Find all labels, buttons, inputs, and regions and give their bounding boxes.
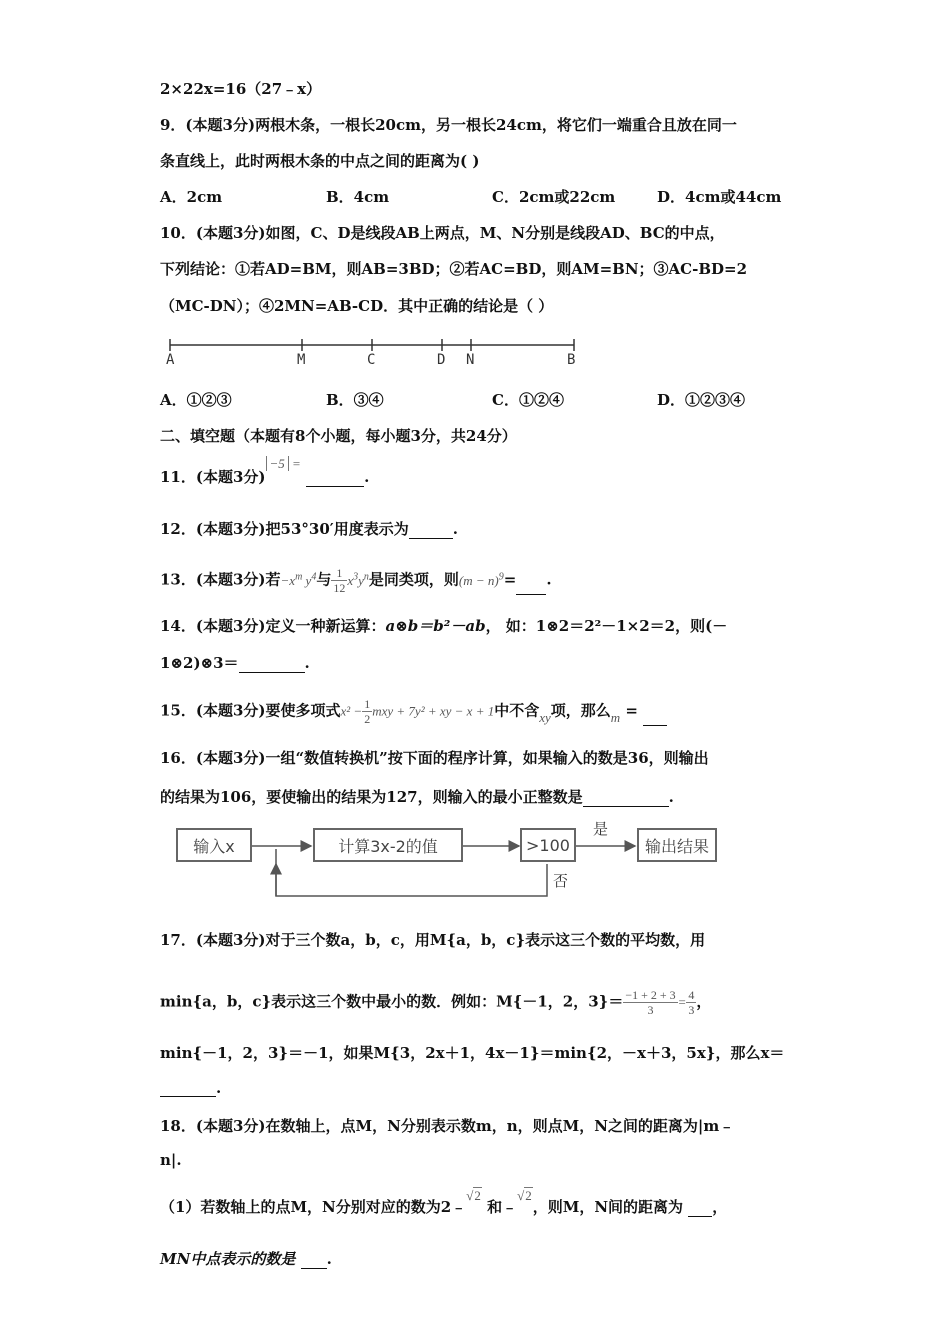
q18-sub2-end: . [326,1250,332,1268]
q18-sub1-end: ， [712,1198,728,1216]
q13-term2-exp-3: 3 [353,571,359,583]
q12-answer-blank [409,524,453,539]
flow-condition-box: >100 [520,828,576,862]
q18-sub1-mid: 和﹣ [487,1198,518,1216]
q16-line1: 16．(本题3分)一组“数值转换机”按下面的程序计算，如果输入的数是36，则输出 [160,749,709,767]
q11-abs-expr: −5 [266,456,289,471]
section-heading: 二、填空题（本题有8个小题，每小题3分，共24分） [160,427,517,445]
segment-label-m: M [297,352,306,368]
q13 [160,566,552,595]
q14-answer-blank [239,658,305,673]
q17-line2-end: ， [696,992,712,1011]
q13-prefix: 13．(本题3分)若 [160,570,281,589]
flow-input-box: 输入x [176,828,252,862]
q12 [160,518,458,539]
q13-term1-exp-4: 4 [311,571,317,583]
q13-expr: (m − n) [458,572,499,588]
q9-option-c: C．2cm或22cm [492,188,616,206]
q18-sub1-after: ，则M，N间的距离为 [532,1198,684,1216]
q15-prefix: 15．(本题3分)要使多项式 [160,701,341,720]
q15-answer-blank [643,711,667,726]
q12-suffix: . [452,520,458,538]
flow-compute-box: 计算3x-2的值 [313,828,463,862]
q13-after: 是同类项，则 [368,570,459,589]
q9-line2: 条直线上，此时两根木条的中点之间的距离为( ) [160,152,480,170]
q14-example: ， 如：1⊗2＝2²－1×2＝2，则(－ [485,617,728,635]
q18-midpoint-blank [301,1254,327,1269]
flow-output-box: 输出结果 [637,828,717,862]
q13-term1-base: −x [280,572,296,588]
q17-line2 [160,988,711,1017]
q9-option-b: B．4cm [326,188,390,206]
segment-label-n: N [466,352,475,368]
q18-sub1: （1）若数轴上的点M，N分别对应的数为2﹣√2 和﹣√2，则M，N间的距离为 ， [160,1188,728,1216]
q13-term2-base: x [347,572,354,588]
q9-option-d: D．4cm或44cm [657,188,782,206]
q13-frac-num: 1 [331,566,347,581]
q16-answer-blank [583,792,669,807]
q17-answer-blank [160,1082,216,1097]
q10-line1: 10．(本题3分)如图，C、D是线段AB上两点，M、N分别是线段AD、BC的中点， [160,224,725,242]
q11-prefix: 11．(本题3分) [160,468,266,486]
segment-label-a: A [166,352,175,368]
q15-frac-num: 1 [364,697,371,711]
q10-option-a: A．①②③ [160,391,232,409]
q14-line2 [160,652,310,673]
q11-suffix: . [364,468,370,486]
q10-option-d: D．①②③④ [657,391,746,409]
q13-term1-exp-m: m [295,571,303,583]
q15-poly-b: mxy + 7y² + xy − x + 1 [372,703,495,719]
q13-term1-y: y [305,572,312,588]
q17-line1: 17．(本题3分)对于三个数a，b，c，用M{a，b，c}表示这三个数的平均数，用 [160,931,706,949]
q15-frac-den: 2 [364,712,371,726]
q17-line4 [160,1079,221,1097]
q13-suffix: . [546,570,552,589]
q15-poly-a: x² − [340,703,363,719]
segment-label-d: D [437,352,446,368]
q17-suffix: . [216,1079,222,1097]
q11-eq: = [292,456,301,471]
q17-line3: min{－1，2，3}＝－1，如果M{3，2x＋1，4x－1}＝min{2，－x＋3，5x}，那么x＝ [160,1044,785,1062]
q14-prefix: 14．(本题3分)定义一种新运算： [160,617,386,635]
q10-line3: （MC-DN）；④2MN=AB-CD．其中正确的结论是（ ） [160,297,554,315]
q17-eq2: = [677,994,687,1010]
q16-line2 [160,786,674,807]
q13-answer-blank [516,580,546,595]
flow-no-label: 否 [553,872,569,890]
q13-term2-exp-n: n [363,571,369,583]
q10-option-b: B．③④ [326,391,384,409]
q18-sqrt1-radicand: 2 [474,1188,481,1203]
q18-line2: n|. [160,1151,182,1169]
q14-rule: a⊗b＝b²－ab [385,617,486,635]
q13-eq: = [503,570,517,589]
q17-frac2-num: 4 [688,988,695,1002]
q15-after: 项，那么 [550,701,611,720]
q9-option-a: A．2cm [160,188,223,206]
segment-label-b: B [567,352,576,368]
q16-line2-text: 的结果为106，要使输出的结果为127，则输入的最小正整数是 [160,788,583,806]
q14-suffix: . [304,654,310,672]
q18-sub1-prefix: （1）若数轴上的点M，N分别对应的数为2﹣ [160,1198,467,1216]
q15-mid: 中不含 [494,701,540,720]
flow-yes-label: 是 [593,820,609,838]
q15 [160,697,667,726]
q14-line1 [160,615,727,636]
q17-frac1-num: −1 + 2 + 3 [625,988,676,1002]
q15-var: m [610,709,621,725]
q13-term2-y: y [358,572,364,588]
q16-suffix: . [668,788,674,806]
q18-line1: 18．(本题3分)在数轴上，点M，N分别表示数m，n，则点M，N之间的距离为|m﹣ [160,1117,735,1135]
q10-line2: 下列结论：①若AD=BM，则AB=3BD；②若AC=BD，则AM=BN；③AC-BD=2 [160,260,748,278]
q12-text: 12．(本题3分)把53°30′用度表示为 [160,520,409,538]
q13-mid: 与 [316,570,332,589]
q17-frac1-den: 3 [647,1003,654,1017]
q11 [160,456,370,487]
q17-frac2-den: 3 [688,1003,695,1017]
q17-line2-text: min{a，b，c}表示这三个数中最小的数．例如：M{－1，2，3}＝ [160,992,624,1011]
q10-option-c: C．①②④ [492,391,564,409]
q9-line1: 9．(本题3分)两根木条，一根长20cm，另一根长24cm，将它们一端重合且放在同一 [160,116,737,134]
q13-expr-exp: 9 [498,571,504,583]
segment-label-c: C [367,352,376,368]
q18-sub2-text: MN中点表示的数是 [160,1250,296,1268]
q18-distance-blank [688,1202,712,1217]
q13-frac-den: 12 [333,581,346,595]
q14-line2-text: 1⊗2)⊗3＝ [160,654,239,672]
q11-answer-blank [306,472,364,487]
q15-term: xy [539,709,551,725]
top-equation: 2×22x=16（27﹣x） [160,80,322,98]
q15-eq: = [625,701,638,720]
q18-sqrt2-radicand: 2 [525,1188,532,1203]
q18-sub2 [160,1248,332,1269]
